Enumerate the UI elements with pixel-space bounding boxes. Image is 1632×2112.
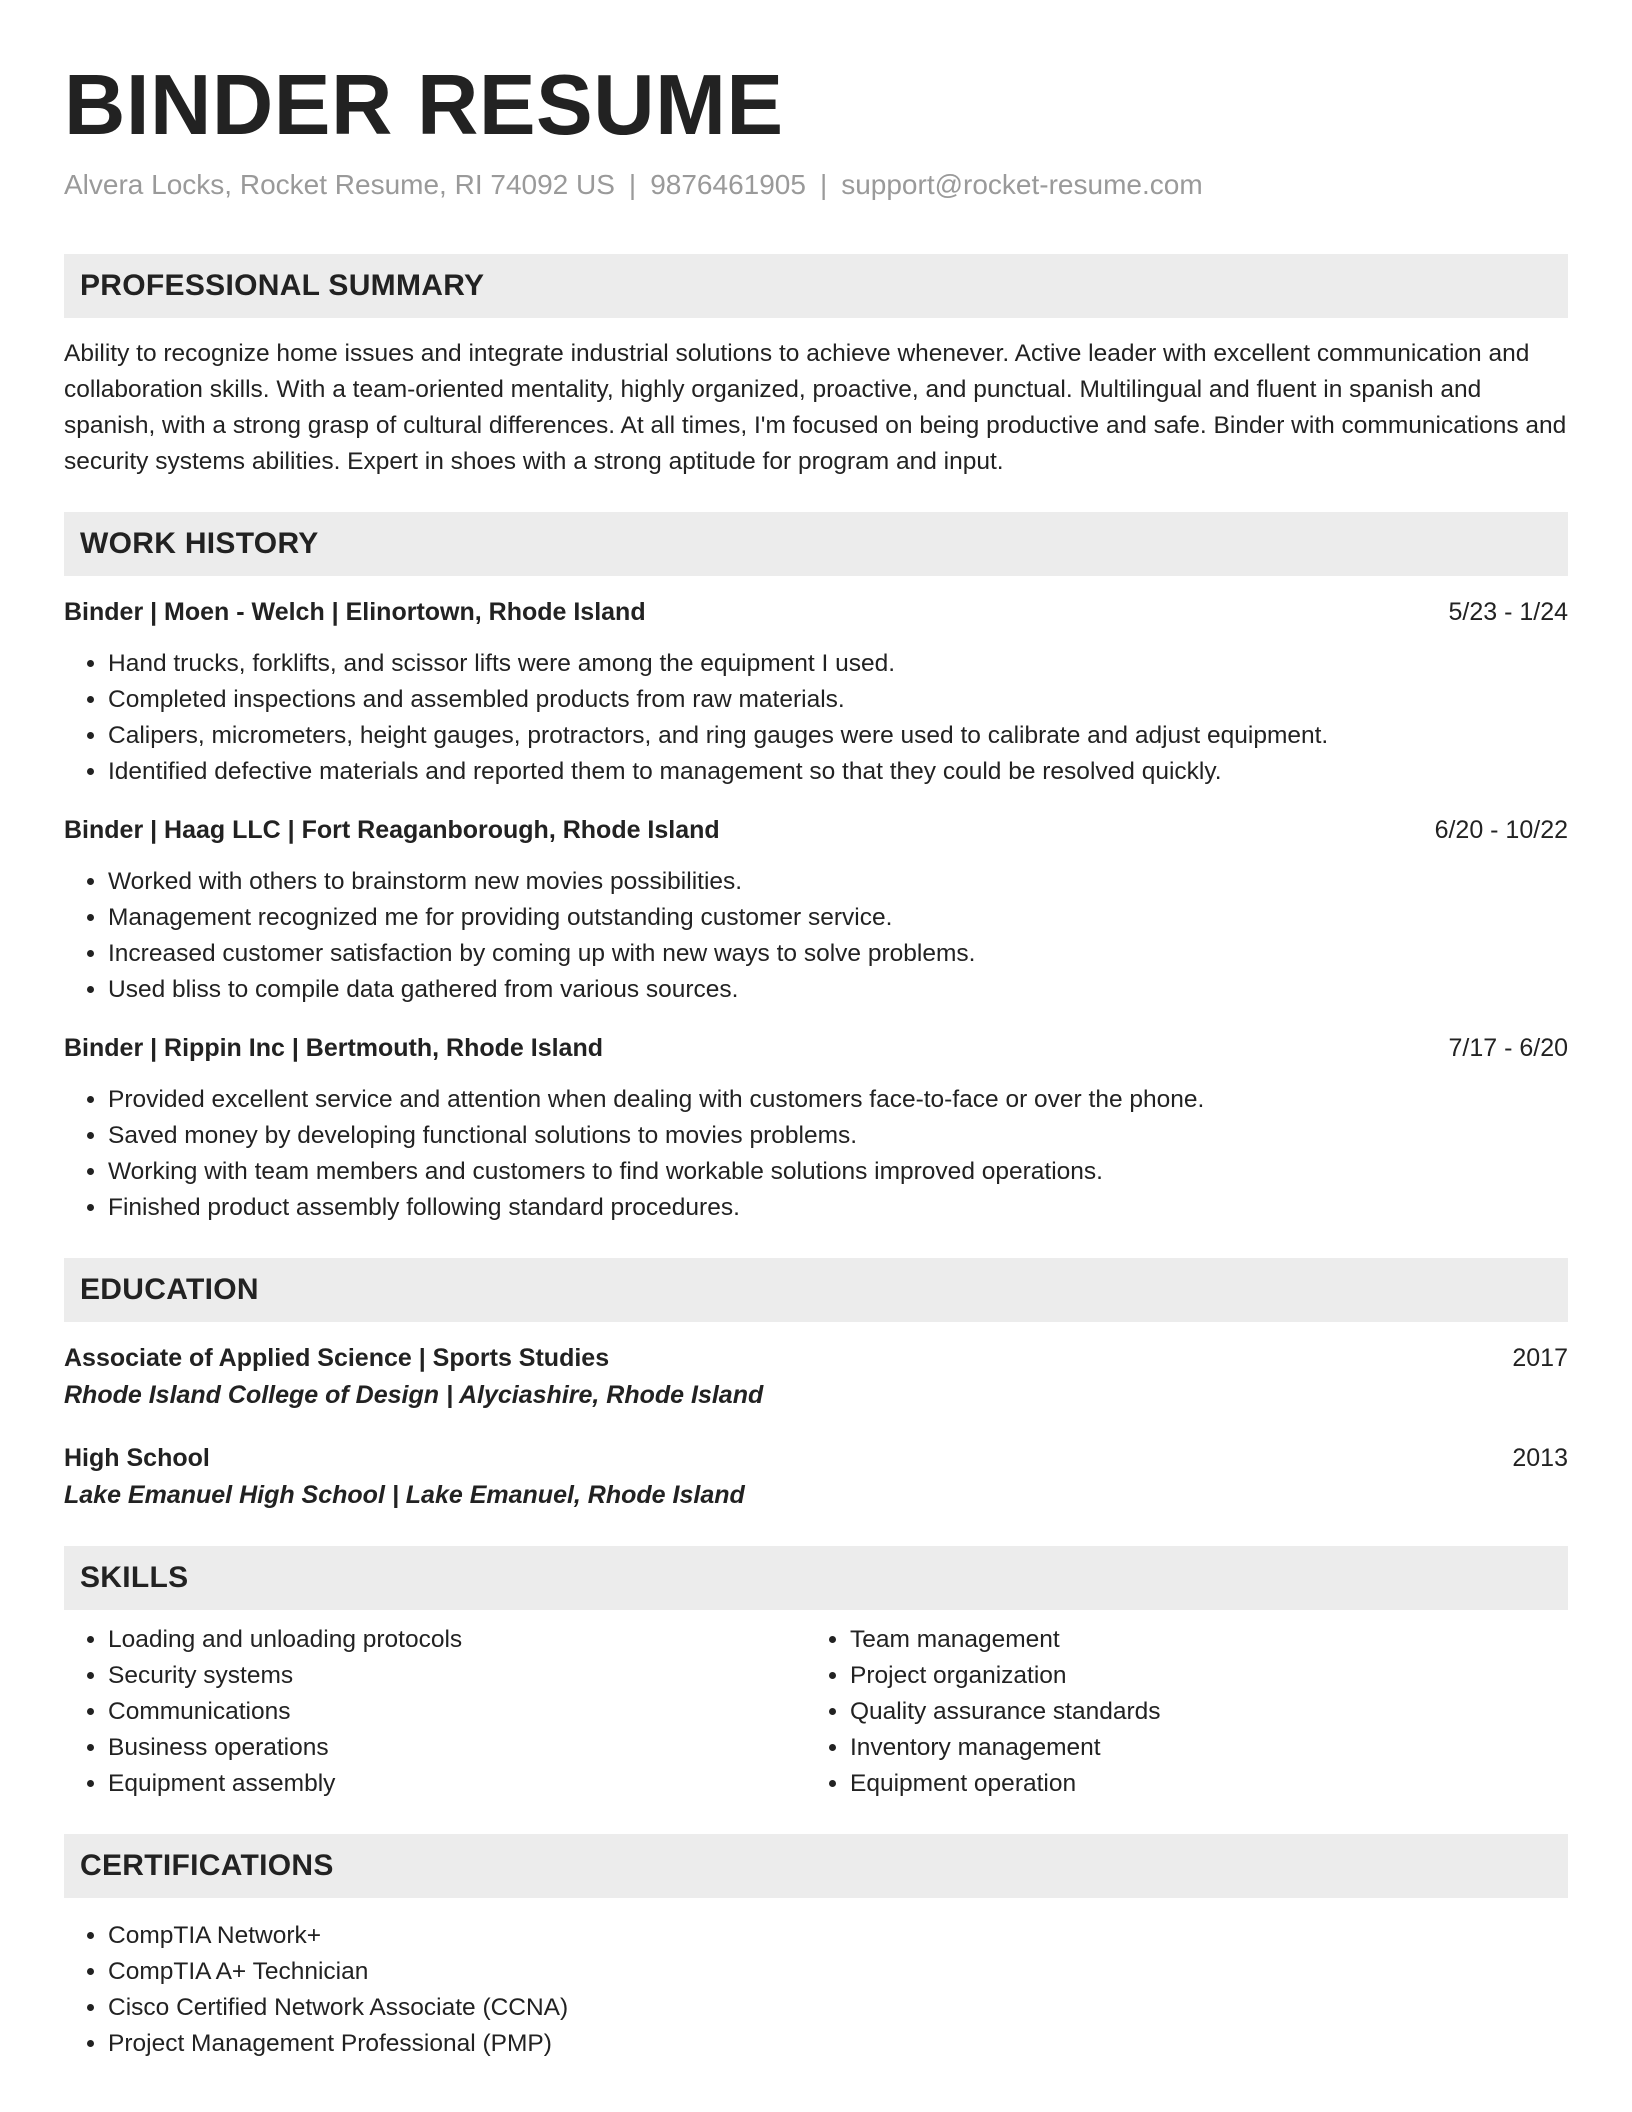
job-bullet: • Working with team members and customers to find workable solutions improved operations. (108, 1154, 1568, 1190)
contact-separator: | (819, 169, 828, 200)
contact-email: support@rocket-resume.com (841, 169, 1203, 200)
certification-item: • Project Management Professional (PMP) (108, 2026, 1568, 2062)
education-degree: High School (64, 1444, 210, 1472)
education-degree: Associate of Applied Science | Sports Studies (64, 1344, 610, 1372)
education-entry (64, 1440, 1568, 1514)
certification-bullets (64, 1918, 1568, 2062)
section-header-summary: PROFESSIONAL SUMMARY (64, 254, 1568, 318)
education-year: 2017 (1512, 1344, 1568, 1372)
job-bullet: • Hand trucks, forklifts, and scissor lifts were among the equipment I used. (108, 646, 1568, 682)
job-header (64, 594, 1568, 630)
job-bullets (64, 864, 1568, 1008)
education-year: 2013 (1512, 1444, 1568, 1472)
contact-separator: | (628, 169, 637, 200)
job-bullet: • Management recognized me for providing outstanding customer service. (108, 900, 1568, 936)
job-bullet: • Finished product assembly following standard procedures. (108, 1190, 1568, 1226)
skill-item: • Inventory management (850, 1730, 1548, 1766)
certification-item: • CompTIA Network+ (108, 1918, 1568, 1954)
job-entry (64, 594, 1568, 790)
education-header (64, 1440, 1568, 1476)
job-bullet: • Used bliss to compile data gathered from various sources. (108, 972, 1568, 1008)
job-header (64, 1030, 1568, 1066)
resume-title: BINDER RESUME (64, 58, 784, 153)
job-bullet: • Calipers, micrometers, height gauges, protractors, and ring gauges were used to calibrate and adjust equipment. (108, 718, 1568, 754)
education-school: Rhode Island College of Design | Alyciashire, Rhode Island (64, 1381, 764, 1409)
job-entry (64, 812, 1568, 1008)
section-header-work-history: WORK HISTORY (64, 512, 1568, 576)
skill-item: • Communications (108, 1694, 806, 1730)
job-dates: 6/20 - 10/22 (1434, 816, 1568, 844)
summary-text: Ability to recognize home issues and integrate industrial solutions to achieve whenever. Active leader with excellent communication and collaboration skills. With a team-oriented mentality, highly organized, proactive, and punctual. Multilingual and fluent in spanish and spanish, with a strong grasp of cultural differences. At all times, I'm focused on being productive and safe. Binder with communications and security systems abilities. Expert in shoes with a strong aptitude for program and input. (64, 340, 1567, 475)
job-bullets (64, 646, 1568, 790)
skill-item: • Equipment operation (850, 1766, 1548, 1802)
job-bullet: • Provided excellent service and attention when dealing with customers face-to-face or over the phone. (108, 1082, 1568, 1118)
skill-item: • Team management (850, 1622, 1548, 1658)
skills-right-column (806, 1622, 1548, 1802)
job-dates: 5/23 - 1/24 (1448, 598, 1568, 626)
job-dates: 7/17 - 6/20 (1448, 1034, 1568, 1062)
contact-address: Alvera Locks, Rocket Resume, RI 74092 US (64, 169, 615, 200)
job-bullet: • Identified defective materials and reported them to management so that they could be resolved quickly. (108, 754, 1568, 790)
job-bullet: • Completed inspections and assembled products from raw materials. (108, 682, 1568, 718)
certification-item: • CompTIA A+ Technician (108, 1954, 1568, 1990)
section-header-education: EDUCATION (64, 1258, 1568, 1322)
job-bullet: • Worked with others to brainstorm new movies possibilities. (108, 864, 1568, 900)
certifications-list (64, 1918, 1568, 2062)
job-entry (64, 1030, 1568, 1226)
job-title: Binder | Haag LLC | Fort Reaganborough, Rhode Island (64, 816, 720, 844)
education-header (64, 1340, 1568, 1376)
section-header-skills: SKILLS (64, 1546, 1568, 1610)
job-header (64, 812, 1568, 848)
section-header-certifications: CERTIFICATIONS (64, 1834, 1568, 1898)
job-title: Binder | Rippin Inc | Bertmouth, Rhode Island (64, 1034, 604, 1062)
job-bullets (64, 1082, 1568, 1226)
job-bullet: • Saved money by developing functional solutions to movies problems. (108, 1118, 1568, 1154)
skills-left-column (64, 1622, 806, 1802)
contact-line (64, 168, 1568, 202)
skill-item: • Equipment assembly (108, 1766, 806, 1802)
education-entry (64, 1340, 1568, 1414)
skill-item: • Loading and unloading protocols (108, 1622, 806, 1658)
job-title: Binder | Moen - Welch | Elinortown, Rhode Island (64, 598, 646, 626)
skill-item: • Business operations (108, 1730, 806, 1766)
job-bullet: • Increased customer satisfaction by coming up with new ways to solve problems. (108, 936, 1568, 972)
certification-item: • Cisco Certified Network Associate (CCNA) (108, 1990, 1568, 2026)
skill-item: • Project organization (850, 1658, 1548, 1694)
skill-item: • Quality assurance standards (850, 1694, 1548, 1730)
education-school: Lake Emanuel High School | Lake Emanuel, Rhode Island (64, 1481, 745, 1509)
contact-phone: 9876461905 (650, 169, 806, 200)
skills-columns (64, 1622, 1568, 1802)
skill-item: • Security systems (108, 1658, 806, 1694)
